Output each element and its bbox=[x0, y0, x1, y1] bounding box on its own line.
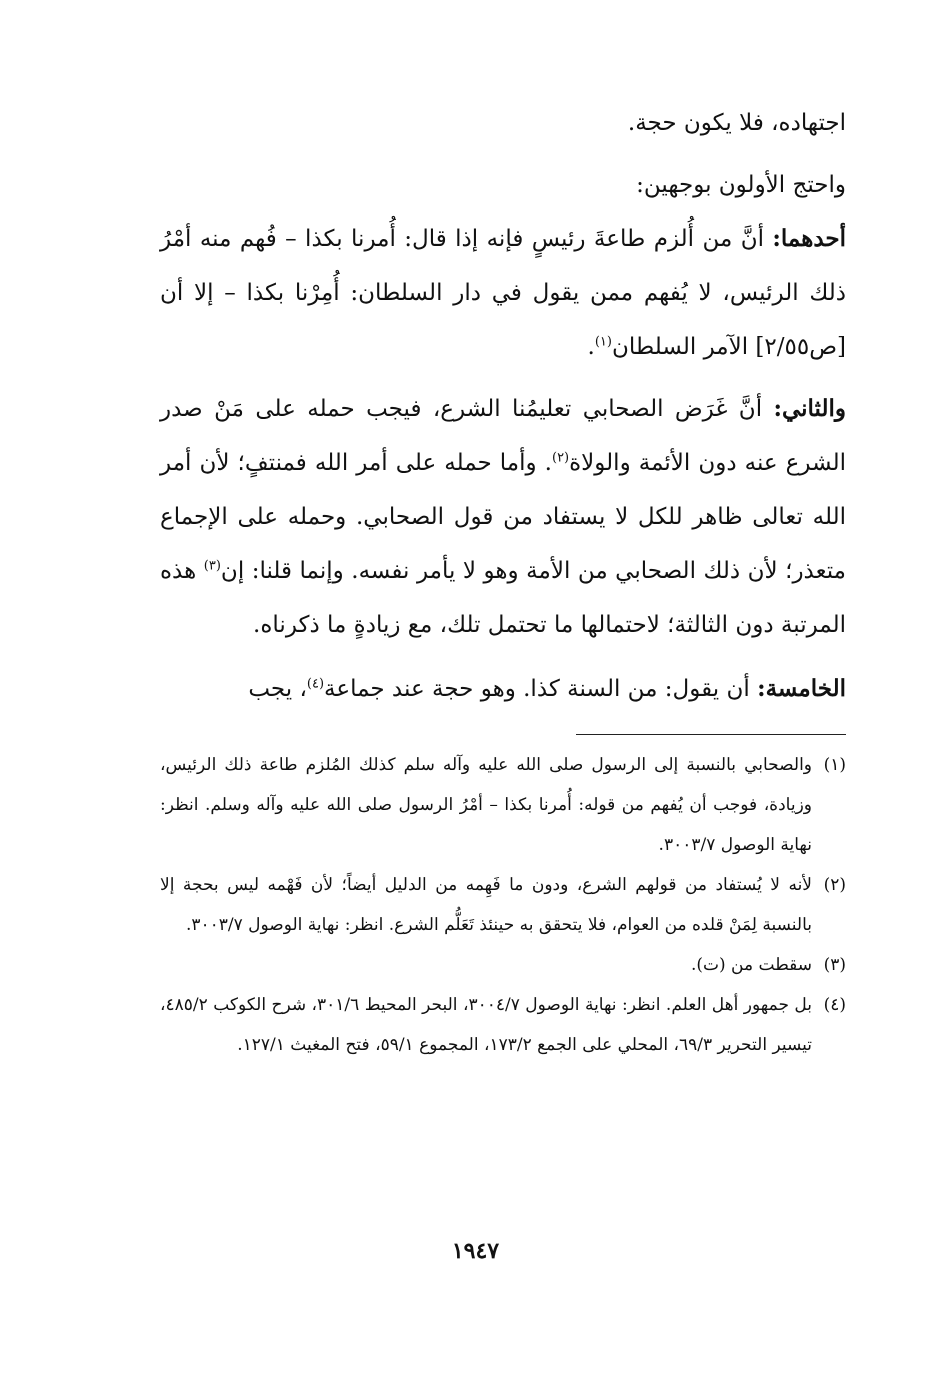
footnote-2 bbox=[160, 865, 846, 945]
footnote-ref-2: (٢) bbox=[551, 450, 570, 466]
paragraph-1: اجتهاده، فلا يكون حجة. bbox=[627, 110, 846, 136]
page-content bbox=[160, 96, 846, 1065]
first-argument-text-b: . bbox=[587, 334, 595, 360]
term-second: والثاني: bbox=[773, 395, 846, 422]
page-number: ١٩٤٧ bbox=[451, 1238, 500, 1264]
paragraph-fifth bbox=[160, 662, 846, 716]
footnote-text: والصحابي بالنسبة إلى الرسول صلى الله عليه وآله سلم كذلك المُلزم طاعة ذلك الرئيس، وزيادة، فوجب أن يُفهم من قوله: أُمرنا بكذا – أمْرُ الرسول صلى الله عليه وآله وسلم. انظر: نهاية الوصول ٣٠٠٣/٧. bbox=[160, 755, 812, 855]
term-first: أحدهما: bbox=[772, 225, 847, 252]
footnote-4 bbox=[160, 985, 846, 1065]
first-argument-text-a: أنَّ من أُلزم طاعةَ رئيسٍ فإنه إذا قال: أُمرنا بكذا – فُهم منه أمْرُ ذلك الرئيس، لا يُفهم ممن يقول في دار السلطان: أُمِرْنا بكذا – إلا أن [ص٢/٥٥] الآمر السلطان bbox=[160, 226, 846, 360]
footnote-text: لأنه لا يُستفاد من قولهم الشرع، ودون ما فَهِمه من الدليل أيضاً؛ لأن فَهْمه ليس بحجة إلا بالنسبة لِمَنْ قلده من العوام، فلا يتحقق به حينئذ تَعَلُّم الشرع. انظر: نهاية الوصول ٣٠٠٣/٧. bbox=[160, 875, 812, 935]
term-fifth: الخامسة: bbox=[757, 675, 846, 702]
footnote-ref-4: (٤) bbox=[306, 676, 325, 692]
second-argument-text-a: أنَّ غَرَض الصحابي تعليمُنا الشرع، فيجب حمله على مَنْ صدر الشرع عنه دون الأئمة والولاة bbox=[160, 396, 846, 476]
fifth-text-b: ، يجب bbox=[248, 676, 307, 702]
footnote-text: سقطت من (ت). bbox=[690, 955, 812, 975]
footnotes bbox=[160, 745, 846, 1065]
footnote-number: (٣) bbox=[823, 955, 846, 975]
fifth-text-a: أن يقول: من السنة كذا. وهو حجة عند جماعة bbox=[324, 676, 758, 702]
second-argument-text-b: . وأما حمله على أمر الله فمنتفٍ؛ لأن أمر الله تعالى ظاهر للكل لا يستفاد من قول الصحابي. وحمله على الإجماع متعذر؛ لأن ذلك الصحابي من الأمة وهو لا يأمر نفسه. وإنما قلنا: إن bbox=[160, 450, 846, 584]
paragraph-first-argument bbox=[160, 212, 846, 374]
second-argument-text-c: هذه المرتبة دون الثالثة؛ لاحتمالها ما تحتمل تلك، مع زيادةٍ ما ذكرناه. bbox=[160, 558, 846, 638]
paragraph-second-argument bbox=[160, 382, 846, 652]
footnote-number: (١) bbox=[823, 755, 846, 775]
footnote-ref-3: (٣) bbox=[203, 558, 221, 574]
main-text bbox=[160, 96, 846, 716]
footnote-number: (٢) bbox=[823, 875, 846, 895]
footnote-ref-1: (١) bbox=[594, 334, 612, 350]
footnote-separator bbox=[576, 734, 846, 735]
footnote-3 bbox=[160, 945, 846, 985]
footnote-text: بل جمهور أهل العلم. انظر: نهاية الوصول ٣٠٠٤/٧، البحر المحيط ٣٠١/٦، شرح الكوكب ٤٨٥/٢، تيسير التحرير ٦٩/٣، المحلي على الجمع ١٧٣/٢، المجموع ٥٩/١، فتح المغيث ١٢٧/١. bbox=[160, 995, 813, 1055]
footnote-1 bbox=[160, 745, 846, 865]
paragraph-2: واحتج الأولون بوجهين: bbox=[636, 172, 846, 198]
footnote-number: (٤) bbox=[823, 995, 846, 1015]
